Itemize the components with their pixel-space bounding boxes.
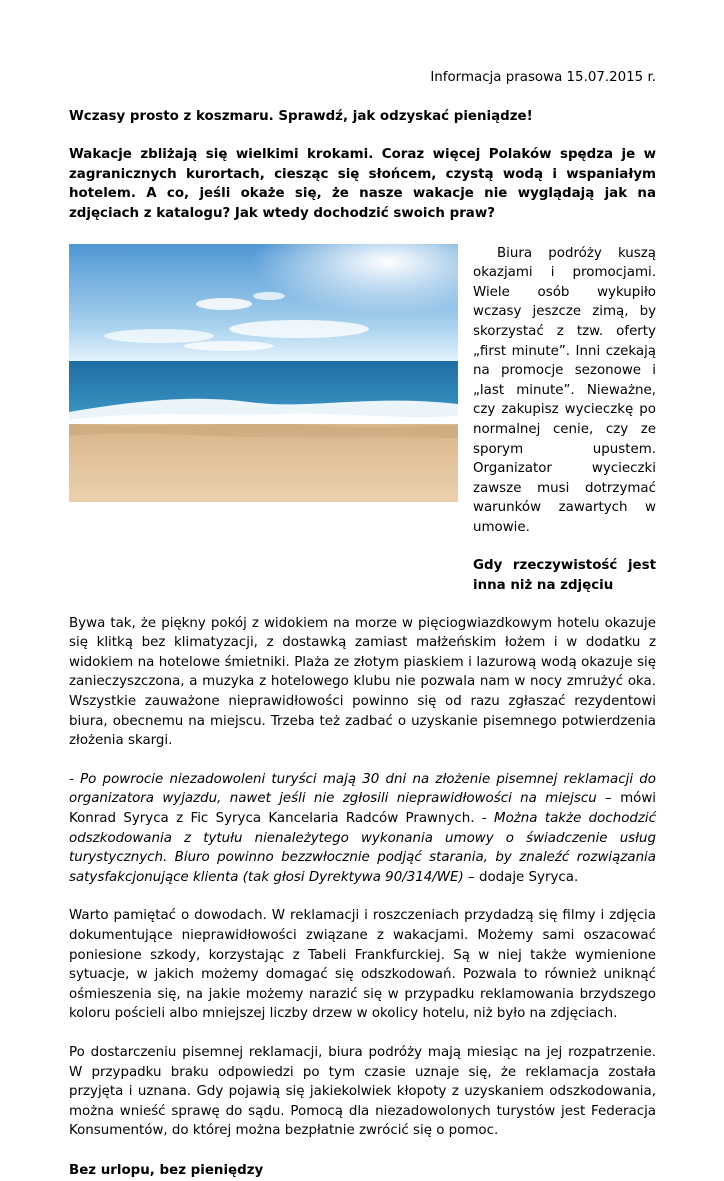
document-page [69, 68, 656, 1181]
article-title: Wczasy prosto z koszmaru. Sprawdź, jak odzyskać pieniądze! [69, 108, 533, 124]
quote-paragraph [69, 770, 656, 888]
quote-italic-2: Można także dochodzić odszkodowania z tytułu nienależytego wykonania umowy o świadczenie usług turystycznych. Biuro powinno bezzwłocznie podjąć starania, by znaleźć rozwiązania satysfakcjonujące klienta (tak głosi Dyrektywa 90/314/WE) [69, 811, 657, 885]
paragraph-4: Po dostarczeniu pisemnej reklamacji, biura podróży mają miesiąc na jej rozpatrzenie. W przypadku braku odpowiedzi po tym czasie uznaje się, że reklamacja została przyjęta i uznana. Gdy pojawią się jakiekolwiek kłopoty z uzyskaniem odszkodowania, można wnieść sprawę do sądu. Pomocą dla niezadowolonych turystów jest Federacja Konsumentów, do której można bezpłatnie zwrócić się o pomoc. [69, 1044, 656, 1139]
side-column [473, 244, 656, 596]
beach-photo [69, 244, 458, 502]
beach-photo-icon [69, 244, 458, 502]
quote-italic-1: Po powrocie niezadowoleni turyści mają 30 dni na złożenie pisemnej reklamacji do organizatora wyjazdu, nawet jeśli nie zgłosili nieprawidłowości na miejscu [69, 771, 656, 807]
paragraph-1: Bywa tak, że piękny pokój z widokiem na morze w pięciogwiazdkowym hotelu okazuje się klitką bez klimatyzacji, z dostawką zamiast małżeńskim łożem i w dodatku z widokiem na hotelowe śmietniki. Plaża ze złotym piaskiem i lazurową wodą okazuje się zanieczyszczona, a muzyka z hotelowego klubu nie pozwala nam w nocy zmrużyć oka. Wszystkie zauważone nieprawidłowości powinno się od razu zgłaszać rezydentowi biura, obecnemu na miejscu. Trzeba też zadbać o uzyskanie pisemnego potwierdzenia złożenia skargi. [69, 615, 656, 749]
photo-row [69, 244, 656, 596]
press-release-date: Informacja prasowa 15.07.2015 r. [430, 70, 656, 85]
section-subheading: Bez urlopu, bez pieniędzy [69, 1162, 264, 1178]
quote-attribution-2: – dodaje Syryca. [463, 869, 579, 885]
paragraph-3: Warto pamiętać o dowodach. W reklamacji i roszczeniach przydadzą się filmy i zdjęcia dokumentujące nieprawidłowości związane z wakacjami. Możemy sami oszacować poniesione szkody, korzystając z Tabeli Frankfurckiej. Są w niej także wymienione sytuacje, w jakich możemy domagać się odszkodowań. Pozwala to również uniknąć ośmieszenia się, na jakie możemy narazić się w przypadku reklamowania brzydszego koloru pościeli albo mniejszej liczby drzew w okolicy hotelu, niż było na zdjęciach. [69, 908, 656, 1022]
side-heading: Gdy rzeczywistość jest inna niż na zdjęciu [473, 558, 656, 594]
article-lead: Wakacje zbliżają się wielkimi krokami. Coraz więcej Polaków spędza je w zagranicznych kurortach, ciesząc się słońcem, czystą wodą i wspaniałym hotelem. A co, jeśli okaże się, że nasze wakacje nie wyglądają jak na zdjęciach z katalogu? Jak wtedy dochodzić swoich praw? [69, 147, 656, 221]
quote-attribution-1: – mówi Konrad Syryca z Fic Syryca Kancelaria Radców Prawnych. - [69, 791, 656, 826]
side-paragraph: Biura podróży kuszą okazjami i promocjami. Wiele osób wykupiło wczasy jeszcze zimą, by skorzystać z tzw. oferty „first minute”. Inni czekają na promocje sezonowe i „last minute”. Nieważne, czy zakupisz wycieczkę po normalnej cenie, czy ze sporym upustem. Organizator wycieczki zawsze musi dotrzymać warunków zawartych w umowie. [473, 245, 656, 535]
quote-dash: - [69, 771, 81, 787]
